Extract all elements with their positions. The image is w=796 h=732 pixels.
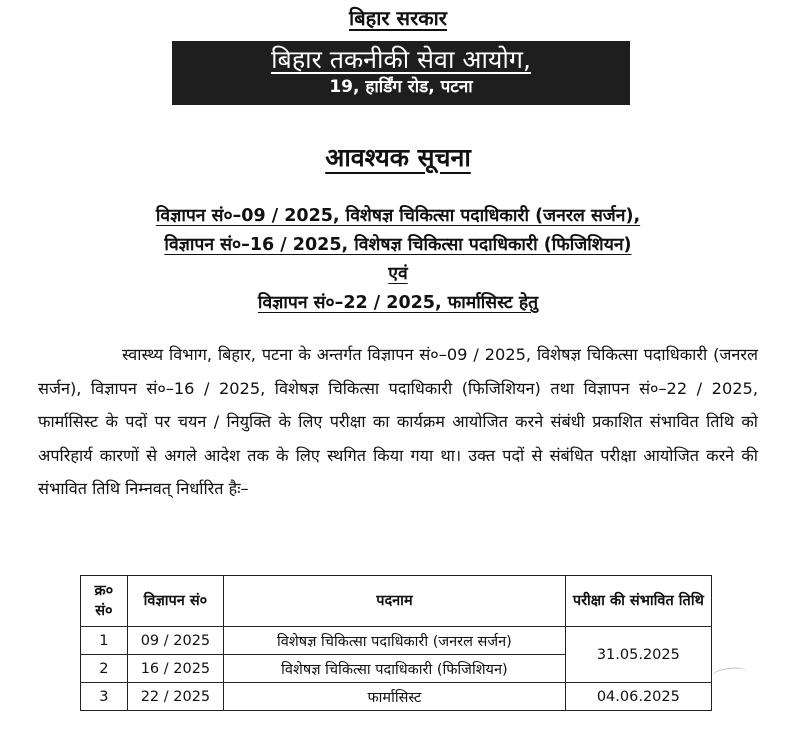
table-row xyxy=(81,627,712,655)
row-serial: 2 xyxy=(81,655,128,683)
row-serial: 1 xyxy=(81,627,128,655)
row-advertisement: 09 / 2025 xyxy=(127,627,223,655)
notice-body: स्वास्थ्य विभाग, बिहार, पटना के अन्तर्गत विज्ञापन सं०–09 / 2025, विशेषज्ञ चिकित्सा पदाधिकारी (जनरल सर्जन), विज्ञापन सं०–16 / 2025, विशेषज्ञ चिकित्सा पदाधिकारी (फिजिशियन) तथा विज्ञापन सं०–22 / 2025, फार्मासिस्ट के पदों पर चयन / नियुक्ति के लिए परीक्षा का कार्यक्रम आयोजित करने संबंधी प्रकाशित संभावित तिथि को अपरिहार्य कारणों से अगले आदेश तक के लिए स्थगित किया गया था। उक्त पदों से संबंधित परीक्षा आयोजित करने की संभावित तिथि निम्नवत् निर्धारित हैः– xyxy=(38,345,758,498)
subject-line-2: विज्ञापन सं०–16 / 2025, विशेषज्ञ चिकित्सा पदाधिकारी (फिजिशियन) xyxy=(164,235,632,255)
government-name: बिहार सरकार xyxy=(349,6,447,30)
notice-subject xyxy=(0,202,796,318)
subject-line-4: विज्ञापन सं०–22 / 2025, फार्मासिस्ट हेतु xyxy=(257,293,539,313)
row-post: विशेषज्ञ चिकित्सा पदाधिकारी (जनरल सर्जन) xyxy=(224,627,566,655)
header-serial: क्र० सं० xyxy=(81,576,128,627)
row-advertisement: 22 / 2025 xyxy=(127,683,223,711)
row-date: 04.06.2025 xyxy=(565,683,711,711)
row-serial: 3 xyxy=(81,683,128,711)
commission-banner xyxy=(172,41,630,105)
subject-line-3: एवं xyxy=(388,264,408,284)
row-date-merged: 31.05.2025 xyxy=(565,627,711,683)
row-post: विशेषज्ञ चिकित्सा पदाधिकारी (फिजिशियन) xyxy=(224,655,566,683)
row-post: फार्मासिस्ट xyxy=(224,683,566,711)
header-date: परीक्षा की संभावित तिथि xyxy=(565,576,711,627)
exam-schedule-table xyxy=(80,575,712,711)
subject-line-1: विज्ञापन सं०–09 / 2025, विशेषज्ञ चिकित्सा पदाधिकारी (जनरल सर्जन), xyxy=(155,206,641,226)
row-advertisement: 16 / 2025 xyxy=(127,655,223,683)
notice-title-text: आवश्यक सूचना xyxy=(325,143,471,172)
commission-name: बिहार तकनीकी सेवा आयोग, xyxy=(271,45,531,74)
notice-title xyxy=(0,140,796,174)
header-post: पदनाम xyxy=(224,576,566,627)
table-header-row xyxy=(81,576,712,627)
pen-stroke-mark xyxy=(711,666,746,682)
header-advertisement: विज्ञापन सं० xyxy=(127,576,223,627)
table-row xyxy=(81,683,712,711)
commission-address: 19, हार्डिंग रोड, पटना xyxy=(329,77,473,97)
government-heading xyxy=(0,4,796,31)
